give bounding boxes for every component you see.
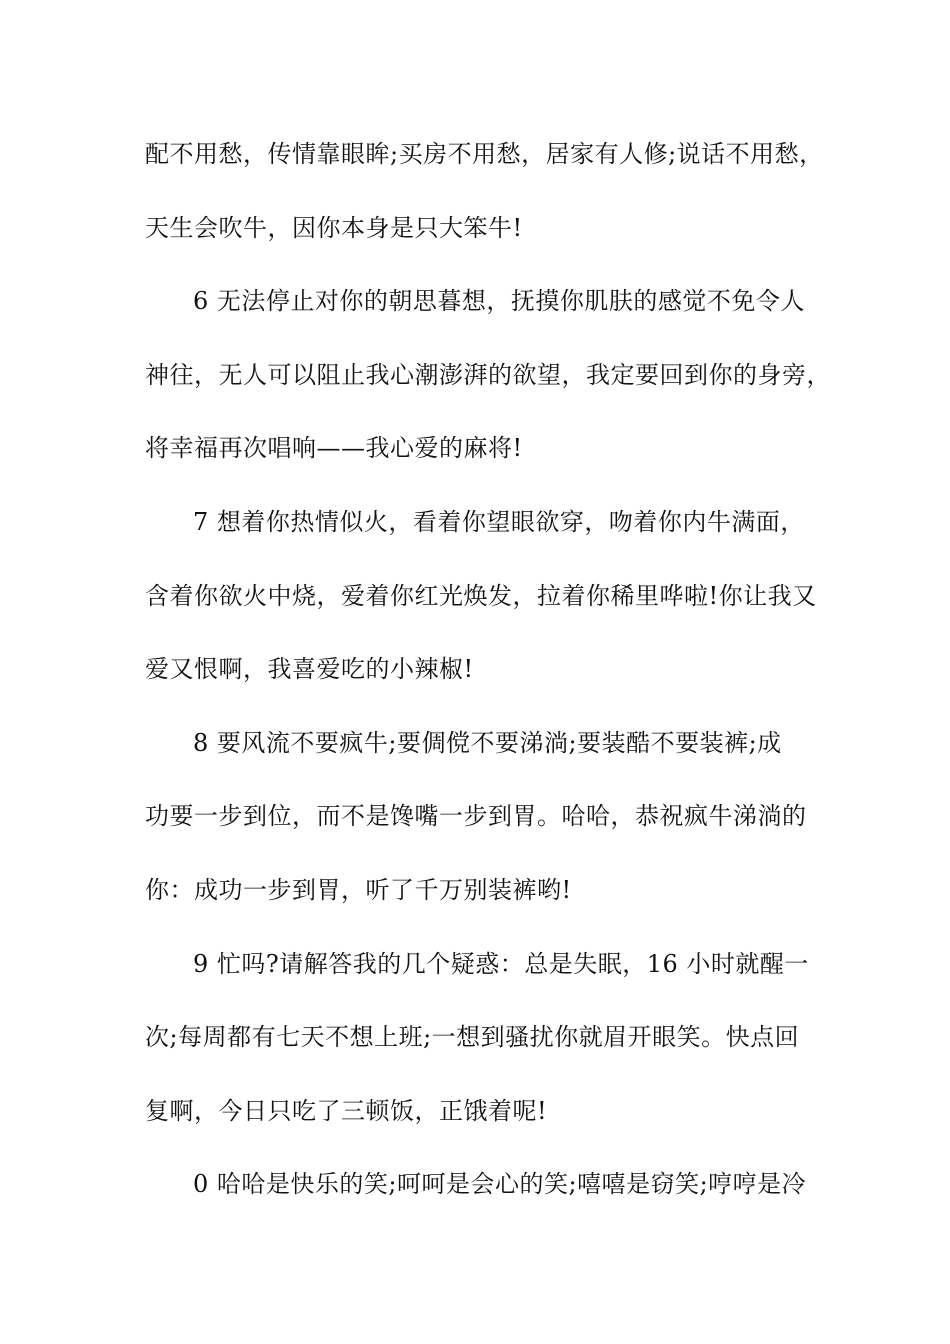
text-line: 0 哈哈是快乐的笑;呵呵是会心的笑;嘻嘻是窃笑;哼哼是冷 bbox=[193, 1170, 807, 1199]
paragraph-9 bbox=[145, 938, 835, 1159]
paragraph-5-continued bbox=[145, 128, 835, 275]
text-line: 6 无法停止对你的朝思暮想，抚摸你肌肤的感觉不免令人 bbox=[193, 287, 805, 316]
text-line: 配不用愁，传情靠眼眸;买房不用愁，居家有人修;说话不用愁， bbox=[145, 140, 824, 168]
text-line: 复啊，今日只吃了三顿饭，正饿着呢! bbox=[145, 1096, 548, 1125]
text-line: 9 忙吗?请解答我的几个疑惑：总是失眠，16 小时就醒一 bbox=[193, 949, 809, 978]
text-line: 7 想着你热情似火，看着你望眼欲穿，吻着你内牛满面， bbox=[193, 507, 805, 536]
text-line: 次;每周都有七天不想上班;一想到骚扰你就眉开眼笑。快点回 bbox=[145, 1023, 800, 1052]
paragraph-7 bbox=[145, 496, 835, 717]
paragraph-10 bbox=[145, 1158, 835, 1232]
text-line: 天生会吹牛，因你本身是只大笨牛! bbox=[145, 213, 523, 242]
text-line: 含着你欲火中烧，爱着你红光焕发，拉着你稀里哗啦!你让我又 bbox=[145, 581, 817, 610]
text-line: 神往，无人可以阻止我心潮澎湃的欲望，我定要回到你的身旁， bbox=[145, 360, 831, 389]
text-line: 功要一步到位，而不是馋嘴一步到胃。哈哈，恭祝疯牛涕淌的 bbox=[145, 802, 807, 831]
text-line: 将幸福再次唱响——我心爱的麻将! bbox=[145, 434, 523, 463]
document-body bbox=[145, 128, 835, 1232]
text-line: 爱又恨啊，我喜爱吃的小辣椒! bbox=[145, 655, 474, 684]
text-line: 你：成功一步到胃，听了千万别装裤哟! bbox=[145, 875, 572, 904]
paragraph-8 bbox=[145, 717, 835, 938]
text-line: 8 要风流不要疯牛;要倜傥不要涕淌;要装酷不要装裤;成 bbox=[193, 728, 782, 757]
paragraph-6 bbox=[145, 275, 835, 496]
